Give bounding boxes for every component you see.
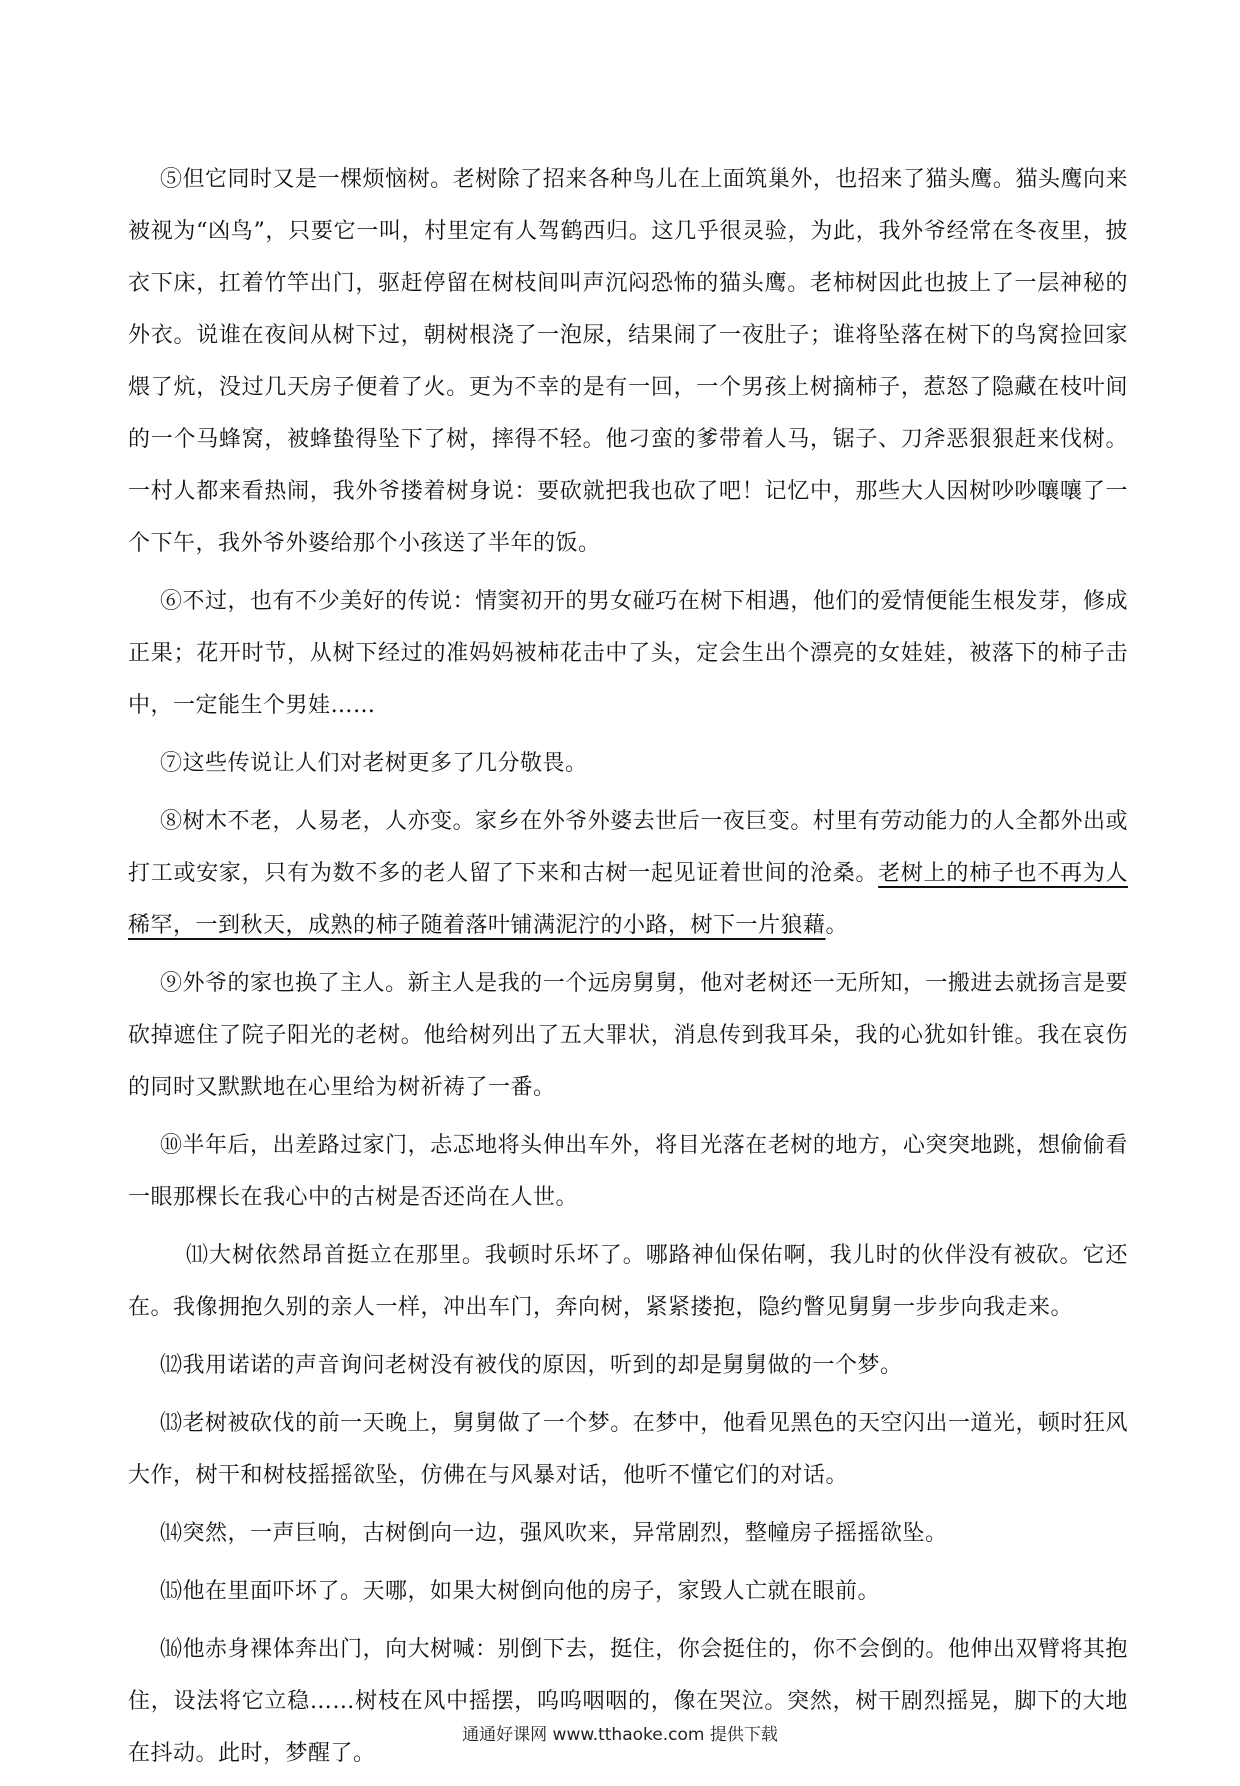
article-body (128, 154, 1128, 1786)
page-footer: 通通好课网 www.tthaoke.com 提供下载 (462, 1725, 778, 1745)
paragraph-5: ⑤但它同时又是一棵烦恼树。老树除了招来各种鸟儿在上面筑巢外，也招来了猫头鹰。猫头鹰向来被视为“凶鸟”，只要它一叫，村里定有人驾鹤西归。这几乎很灵验，为此，我外爷经常在冬夜里，披衣下床，扛着竹竿出门，驱赶停留在树枝间叫声沉闷恐怖的猫头鹰。老柿树因此也披上了一层神秘的外衣。说谁在夜间从树下过，朝树根浇了一泡尿，结果闹了一夜肚子；谁将坠落在树下的鸟窝捡回家煨了炕，没过几天房子便着了火。更为不幸的是有一回，一个男孩上树摘柿子，惹怒了隐藏在枝叶间的一个马蜂窝，被蜂蛰得坠下了树，摔得不轻。他刁蛮的爹带着人马，锯子、刀斧恶狠狠赶来伐树。一村人都来看热闹，我外爷搂着树身说：要砍就把我也砍了吧！记忆中，那些大人因树吵吵嚷嚷了一个下午，我外爷外婆给那个小孩送了半年的饭。 (128, 167, 1128, 556)
paragraph-8-underlined-sentence: 老树上的柿子也不再为人稀罕，一到秋天，成熟的柿子随着落叶铺满泥泞的小路，树下一片狼藉 (128, 861, 1128, 938)
paragraph-10: ⑩半年后，出差路过家门，忐忑地将头伸出车外，将目光落在老树的地方，心突突地跳，想偷偷看一眼那棵长在我心中的古树是否还尚在人世。 (128, 1133, 1128, 1210)
paragraph-15: ⒂他在里面吓坏了。天哪，如果大树倒向他的房子，家毁人亡就在眼前。 (160, 1579, 881, 1604)
paragraph-8 (128, 796, 1128, 952)
paragraph-14: ⒁突然，一声巨响，古树倒向一边，强风吹来，异常剧烈，整幢房子摇摇欲坠。 (160, 1521, 948, 1546)
paragraph-16: ⒃他赤身裸体奔出门，向大树喊：别倒下去，挺住，你会挺住的，你不会倒的。他伸出双臂将其抱住，设法将它立稳……树枝在风中摇摆，呜呜咽咽的，像在哭泣。突然，树干剧烈摇晃，脚下的大地在抖动。此时，梦醒了。 (128, 1637, 1128, 1766)
paragraph-9: ⑨外爷的家也换了主人。新主人是我的一个远房舅舅，他对老树还一无所知，一搬进去就扬言是要砍掉遮住了院子阳光的老树。他给树列出了五大罪状，消息传到我耳朵，我的心犹如针锥。我在哀伤的同时又默默地在心里给为树祈祷了一番。 (128, 971, 1128, 1100)
paragraph-6: ⑥不过，也有不少美好的传说：情窦初开的男女碰巧在树下相遇，他们的爱情便能生根发芽，修成正果；花开时节，从树下经过的准妈妈被柿花击中了头，定会生出个漂亮的女娃娃，被落下的柿子击中，一定能生个男娃…… (128, 589, 1128, 718)
paragraph-8-end: 。 (825, 913, 849, 938)
paragraph-7: ⑦这些传说让人们对老树更多了几分敬畏。 (160, 751, 588, 776)
paragraph-13: ⒀老树被砍伐的前一天晚上，舅舅做了一个梦。在梦中，他看见黑色的天空闪出一道光，顿时狂风大作，树干和树枝摇摇欲坠，仿佛在与风暴对话，他听不懂它们的对话。 (128, 1411, 1128, 1488)
paragraph-12: ⑿我用诺诺的声音询问老树没有被伐的原因，听到的却是舅舅做的一个梦。 (160, 1353, 903, 1378)
paragraph-11: ⑾大树依然昂首挺立在那里。我顿时乐坏了。哪路神仙保佑啊，我儿时的伙伴没有被砍。它还在。我像拥抱久别的亲人一样，冲出车门，奔向树，紧紧搂抱，隐约瞥见舅舅一步步向我走来。 (128, 1243, 1128, 1320)
paragraph-8-text: ⑧树木不老，人易老，人亦变。家乡在外爷外婆去世后一夜巨变。村里有劳动能力的人全都外出或打工或安家，只有为数不多的老人留了下来和古树一起见证着世间的沧桑。 (128, 809, 1128, 886)
